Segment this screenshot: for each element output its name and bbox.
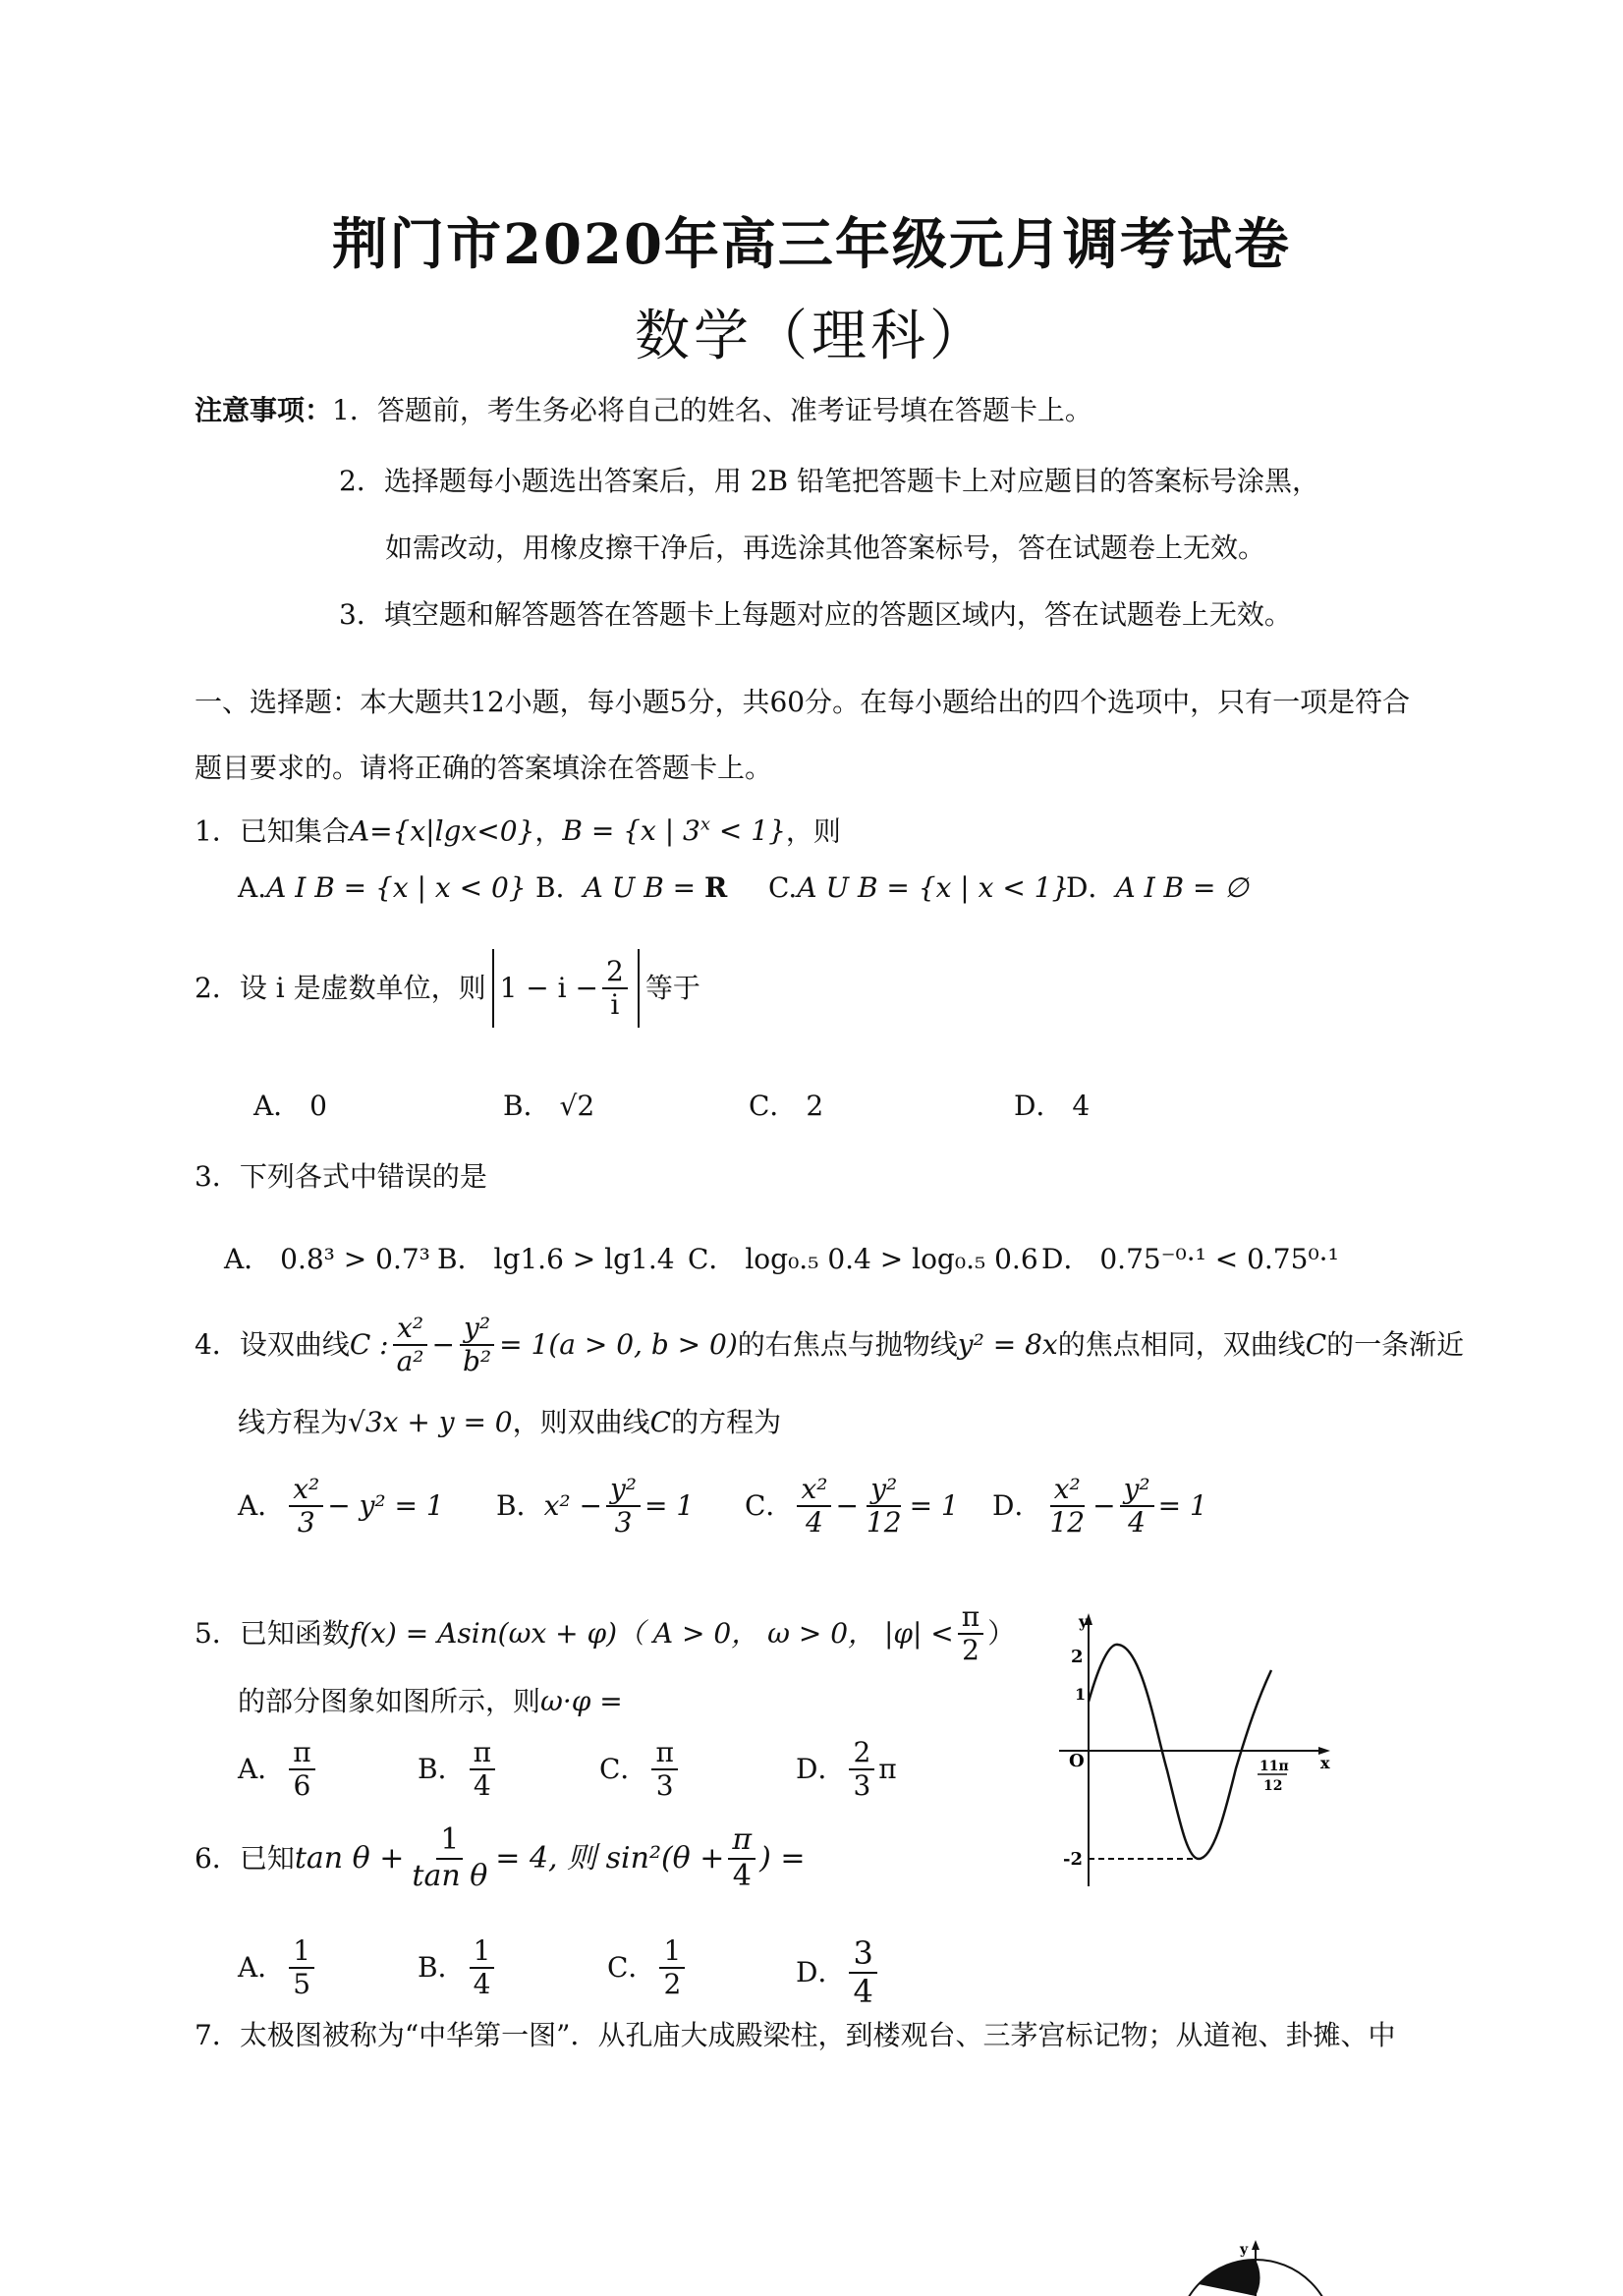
option-fraction xyxy=(659,1935,685,2000)
option-math: lg1.6 > lg1.4 xyxy=(493,1243,675,1275)
question-number: 4． xyxy=(195,1328,240,1362)
fraction-numerator: x² xyxy=(289,1474,323,1507)
fraction-x2-a2 xyxy=(393,1313,428,1377)
question-number: 5． xyxy=(195,1617,240,1651)
option-fraction xyxy=(470,1737,495,1802)
option-value: 4 xyxy=(1072,1090,1091,1122)
option-label: A． xyxy=(238,1951,286,1985)
fraction-2-over-i xyxy=(602,956,628,1021)
fraction-numerator: π xyxy=(958,1601,983,1635)
q4-option-c xyxy=(745,1474,959,1539)
option-label: B． xyxy=(496,1489,544,1523)
q6-option-d xyxy=(796,1935,881,2010)
question-number: 7． xyxy=(195,2019,240,2051)
question-number: 3． xyxy=(195,1160,240,1193)
hyperbola-symbol: C xyxy=(649,1406,672,1438)
x-tick-numerator: 11π xyxy=(1259,1759,1289,1774)
fraction-numerator: π xyxy=(651,1737,677,1770)
fraction-denominator: 6 xyxy=(293,1769,311,1803)
fraction-denominator: 4 xyxy=(473,1769,491,1803)
q6-option-a xyxy=(238,1935,318,2000)
option-math: A I B = {x | x < 0} xyxy=(266,871,527,904)
page-subtitle: 数学（理科） xyxy=(635,305,988,368)
fraction-denominator: 3 xyxy=(614,1506,633,1540)
question-3 xyxy=(195,1157,487,1197)
question-tail: ，则 xyxy=(785,814,841,848)
q1-option-d xyxy=(1066,868,1249,908)
fraction-numerator: 1 xyxy=(470,1935,495,1969)
option-label: A. xyxy=(238,871,267,904)
fraction-numerator: 2 xyxy=(849,1737,874,1770)
fraction-numerator: 1 xyxy=(659,1935,685,1969)
option-real-set: R xyxy=(704,871,728,904)
option-math: A U B = {x | x < 1} xyxy=(797,871,1070,904)
fraction-numerator: y² xyxy=(1120,1474,1154,1507)
question-text: ，则双曲线 xyxy=(512,1406,650,1438)
question-4-line-2 xyxy=(238,1403,781,1442)
q5-option-b xyxy=(418,1737,499,1802)
q6-option-b xyxy=(418,1935,498,2000)
note-2: 2．选择题每小题选出答案后，用 2B 铅笔把答题卡上对应题目的答案标号涂黑， xyxy=(339,465,1320,497)
question-text: 设 i 是虚数单位，则 xyxy=(239,972,486,1004)
question-4-line-1 xyxy=(195,1313,1464,1377)
parabola: y² = 8x xyxy=(957,1328,1058,1362)
q6-option-c xyxy=(607,1935,689,2000)
question-text: 的右焦点与抛物线 xyxy=(737,1328,958,1362)
option-math: A I B = ∅ xyxy=(1115,871,1249,904)
option-value: √2 xyxy=(559,1090,595,1122)
fraction-denominator: 3 xyxy=(655,1769,674,1803)
fraction-numerator: y² xyxy=(606,1474,641,1507)
fraction-denominator: 12 xyxy=(866,1506,902,1540)
option-math: log₀.₅ 0.4 > log₀.₅ 0.6 xyxy=(745,1243,1038,1275)
notes-label: 注意事项： xyxy=(195,394,333,426)
fraction-denominator: b² xyxy=(463,1345,492,1378)
fraction-denominator: 4 xyxy=(806,1506,823,1540)
minus-sign: − xyxy=(1092,1489,1116,1523)
y-max-label: 2 xyxy=(1071,1647,1084,1667)
question-1: 1．已知集合A={x|lgx<0}，B = {x | $3^x < 1$}，则 xyxy=(195,814,841,848)
option-rest: = 1 xyxy=(644,1489,695,1523)
fraction-pi-over-4 xyxy=(728,1823,756,1893)
option-prefix: x² − xyxy=(543,1489,602,1523)
fraction-denominator: 3 xyxy=(297,1506,315,1540)
set-b-open: B = {x | 3 xyxy=(562,814,700,848)
fraction-numerator: 1 xyxy=(436,1823,463,1860)
option-value: 0 xyxy=(309,1090,327,1122)
q5-option-d xyxy=(796,1737,897,1802)
sine-graph xyxy=(1049,1611,1334,1896)
y-one-label: 1 xyxy=(1075,1685,1087,1704)
asymptote: √3x + y = 0 xyxy=(348,1406,513,1438)
option-fraction xyxy=(289,1474,323,1539)
fraction-numerator: x² xyxy=(797,1474,831,1507)
omega-phi: ω·φ = xyxy=(540,1685,623,1717)
q5-option-a xyxy=(238,1737,319,1802)
page-title: 荆门市2020年高三年级元月调考试卷 xyxy=(332,212,1291,277)
option-math: 0.75⁻⁰·¹ < 0.75⁰·¹ xyxy=(1099,1243,1339,1275)
option-fraction xyxy=(289,1737,314,1802)
fraction-denominator: tan θ xyxy=(412,1858,488,1893)
question-text: 设双曲线 xyxy=(239,1328,350,1362)
question-5-line-1 xyxy=(195,1601,1015,1666)
fraction-denominator: 2 xyxy=(663,1968,682,2001)
option-label: B． xyxy=(535,871,584,904)
option-fraction xyxy=(863,1474,906,1539)
q3-option-a xyxy=(224,1240,430,1279)
function-expression: f(x) = Asin(ωx + φ) xyxy=(349,1617,618,1651)
question-text: 太极图被称为“中华第一图”．从孔庙大成殿梁柱，到楼观台、三茅宫标记物；从道袍、卦摊、中 xyxy=(239,2019,1396,2051)
question-5-line-2 xyxy=(238,1682,623,1721)
tan-term: tan θ + xyxy=(294,1840,405,1876)
question-text: 的一条渐近 xyxy=(1326,1328,1465,1362)
option-label: A． xyxy=(238,1489,286,1523)
modulus-expression xyxy=(492,949,640,1028)
hyperbola-condition: = 1(a > 0, b > 0) xyxy=(499,1328,738,1362)
fraction-denominator: 4 xyxy=(473,1968,491,2001)
note-1: 1．答题前，考生务必将自己的姓名、准考证号填在答题卡上。 xyxy=(332,394,1092,426)
q2-option-a xyxy=(253,1087,327,1126)
question-number: 2． xyxy=(195,972,240,1004)
set-b-exponent: x xyxy=(700,814,710,835)
fraction-numerator: x² xyxy=(393,1313,427,1346)
fraction-denominator: 3 xyxy=(853,1769,871,1803)
equation-middle: = 4, 则 sin²(θ + xyxy=(495,1840,725,1876)
question-text: 已知函数 xyxy=(239,1617,350,1651)
fraction-denominator: 12 xyxy=(1049,1506,1086,1540)
fraction-numerator: π xyxy=(289,1737,314,1770)
option-label: C． xyxy=(599,1753,648,1786)
fraction-numerator: 2 xyxy=(602,956,628,989)
option-fraction xyxy=(289,1935,314,2000)
option-fraction xyxy=(606,1474,641,1539)
option-math: A U B = xyxy=(583,871,705,904)
question-tail: 等于 xyxy=(644,972,700,1004)
question-number: 6． xyxy=(195,1841,240,1875)
q2-option-c xyxy=(749,1087,823,1126)
minus-sign: − xyxy=(431,1328,455,1362)
option-label: D． xyxy=(992,1489,1042,1523)
function-condition: （ A > 0， ω > 0， |φ| < xyxy=(617,1617,954,1651)
q2-option-d xyxy=(1014,1087,1090,1126)
hyperbola-name: C : xyxy=(349,1328,389,1362)
option-rest: = 1 xyxy=(909,1489,959,1523)
notes-line-1 xyxy=(195,391,1092,430)
option-label: C． xyxy=(688,1243,737,1275)
option-fraction xyxy=(651,1737,677,1802)
option-rest: − y² = 1 xyxy=(327,1489,444,1523)
question-text: 已知 xyxy=(239,1841,295,1875)
y-axis-label: y xyxy=(1079,1612,1089,1631)
question-2 xyxy=(195,949,700,1028)
fraction-denominator: 4 xyxy=(732,1858,752,1893)
option-rest: = 1 xyxy=(1157,1489,1207,1523)
option-fraction xyxy=(849,1737,874,1802)
set-b xyxy=(562,814,786,847)
set-b-close: < 1} xyxy=(710,814,786,848)
option-fraction xyxy=(849,1935,876,2010)
question-text: 的部分图象如图所示，则 xyxy=(238,1685,541,1717)
close-paren: ） xyxy=(987,1617,1016,1651)
option-label: C． xyxy=(607,1951,656,1985)
option-label: D． xyxy=(796,1753,846,1786)
option-label: D． xyxy=(1041,1243,1091,1275)
equation-end: ) = xyxy=(759,1840,806,1876)
option-label: B． xyxy=(418,1753,466,1786)
fraction-y2-b2 xyxy=(459,1313,495,1377)
q4-option-d xyxy=(992,1474,1207,1539)
q1-option-c xyxy=(768,868,1069,908)
option-fraction xyxy=(1120,1474,1154,1539)
option-label: B． xyxy=(437,1243,485,1275)
question-7 xyxy=(195,2016,1395,2055)
option-label: C. xyxy=(768,871,798,904)
taiji-y-label: y xyxy=(1240,2242,1249,2258)
minus-sign: − xyxy=(835,1489,859,1523)
fraction-denominator: a² xyxy=(396,1345,424,1378)
taiji-y-arrow xyxy=(1252,2240,1259,2250)
question-text: 的焦点相同，双曲线 xyxy=(1057,1328,1306,1362)
option-label: A． xyxy=(224,1243,272,1275)
q3-option-d xyxy=(1041,1240,1339,1279)
question-text: 线方程为 xyxy=(238,1406,349,1438)
fraction-numerator: π xyxy=(728,1823,756,1860)
q1-option-a xyxy=(238,868,527,908)
fraction-numerator: 1 xyxy=(289,1935,314,1969)
fraction-numerator: x² xyxy=(1050,1474,1085,1507)
option-label: D． xyxy=(1066,871,1116,904)
fraction-numerator: y² xyxy=(460,1313,494,1346)
option-label: D． xyxy=(1014,1090,1064,1122)
question-6 xyxy=(195,1823,806,1893)
option-label: B． xyxy=(418,1951,466,1985)
q4-option-b xyxy=(496,1474,694,1539)
origin-label: O xyxy=(1069,1751,1085,1771)
fraction-denominator: 5 xyxy=(293,1968,311,2001)
section-header-line-2: 题目要求的。请将正确的答案填涂在答题卡上。 xyxy=(195,752,773,784)
x-tick-denominator: 12 xyxy=(1263,1778,1283,1794)
section-header-line-1: 一、选择题：本大题共12小题，每小题5分，共60分。在每小题给出的四个选项中，只有一项是符合 xyxy=(195,686,1411,718)
q4-option-a xyxy=(238,1474,444,1539)
q3-option-b xyxy=(437,1240,675,1279)
q5-option-c xyxy=(599,1737,682,1802)
option-fraction xyxy=(797,1474,831,1539)
option-label: A． xyxy=(253,1090,302,1122)
taiji-dark-lobe xyxy=(1256,2260,1260,2296)
set-a: A={x|lgx<0} xyxy=(349,814,535,848)
y-min-label: -2 xyxy=(1063,1849,1083,1870)
fraction-numerator: π xyxy=(470,1737,495,1770)
modulus-left: 1 − i − xyxy=(499,972,598,1004)
option-value: 2 xyxy=(806,1090,824,1122)
x-axis-label: x xyxy=(1320,1754,1330,1772)
q2-option-b xyxy=(503,1087,594,1126)
question-text: 已知集合 xyxy=(239,814,350,848)
fraction-one-over-tan xyxy=(408,1823,491,1893)
option-label: B． xyxy=(503,1090,551,1122)
option-fraction xyxy=(470,1935,495,2000)
taiji-figure xyxy=(1179,2240,1375,2296)
option-pi: π xyxy=(878,1753,897,1786)
fraction-numerator: 3 xyxy=(849,1935,876,1974)
question-text: 的方程为 xyxy=(671,1406,782,1438)
fraction-pi-over-2 xyxy=(958,1601,983,1666)
fraction-denominator: 4 xyxy=(1128,1506,1146,1540)
q1-option-b xyxy=(535,868,727,908)
q3-option-c xyxy=(688,1240,1038,1279)
option-label: C． xyxy=(745,1489,794,1523)
option-math: 0.8³ > 0.7³ xyxy=(280,1243,430,1275)
note-2-continued: 如需改动，用橡皮擦干净后，再选涂其他答案标号，答在试题卷上无效。 xyxy=(385,532,1266,564)
taiji-dark-region xyxy=(1199,2260,1256,2296)
option-label: D． xyxy=(796,1955,846,1988)
option-label: A． xyxy=(238,1753,286,1786)
question-text: 下列各式中错误的是 xyxy=(239,1160,487,1193)
fraction-denominator: i xyxy=(610,988,620,1021)
question-number: 1． xyxy=(195,814,240,848)
hyperbola-symbol: C xyxy=(1305,1328,1327,1362)
fraction-denominator: 2 xyxy=(962,1634,979,1667)
option-label: C． xyxy=(749,1090,798,1122)
fraction-denominator: 4 xyxy=(853,1972,873,2010)
option-fraction xyxy=(1045,1474,1089,1539)
fraction-numerator: y² xyxy=(867,1474,901,1507)
note-3: 3．填空题和解答题答在答题卡上每题对应的答题区域内，答在试题卷上无效。 xyxy=(339,598,1292,631)
